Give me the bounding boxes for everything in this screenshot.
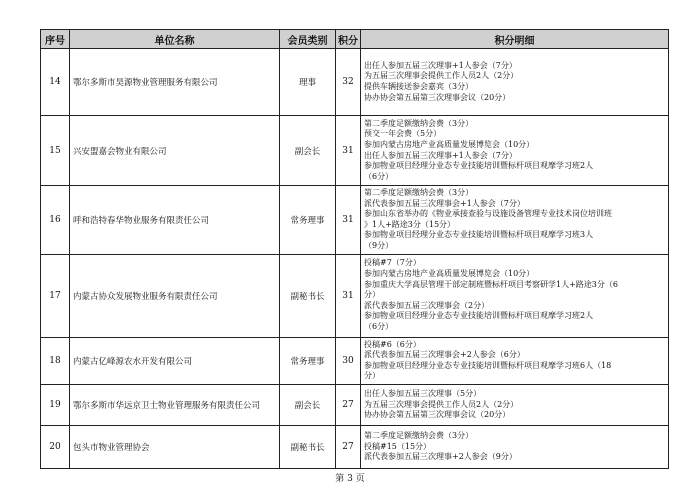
detail-line: 出任人参加五届三次理事+1人参会（7分） xyxy=(364,150,517,160)
member-type: 常务理事 xyxy=(280,337,336,384)
detail-line: 参加物业项目经理分业态专业技能培训暨标杆项目观摩学习班2人 xyxy=(364,161,594,171)
detail-line: 参加重庆大学高层管理干部定制班暨标杆项目考察研学1人+路途3分（6 xyxy=(364,279,618,289)
points-value: 30 xyxy=(336,337,361,384)
detail-line: 投稿#7（7分） xyxy=(364,258,421,268)
detail-line: 第二季度足额缴纳会费（3分） xyxy=(364,118,474,128)
row-number: 17 xyxy=(41,254,70,337)
points-value: 31 xyxy=(336,116,361,186)
member-type: 常务理事 xyxy=(280,186,336,255)
detail-line: 协办协会第五届第三次理事会议（20分） xyxy=(364,92,511,102)
header-row xyxy=(41,30,669,49)
detail-line: 派代表参加五届三次理事+2人参会（9分） xyxy=(364,452,517,462)
unit-name: 兴安盟嘉会物业有限公司 xyxy=(70,116,280,186)
detail-line: 参加物业项目经理分业态专业技能培训暨标杆项目观摩学习班6人（18 xyxy=(364,360,612,370)
points-details xyxy=(361,186,669,255)
table-row xyxy=(41,337,669,384)
unit-name: 鄂尔多斯市华远京卫士物业管理服务有限责任公司 xyxy=(70,384,280,425)
points-details xyxy=(361,337,669,384)
points-details xyxy=(361,425,669,468)
detail-line: 派代表参加五届三次理事会+2人参会（6分） xyxy=(364,350,525,360)
points-details xyxy=(361,49,669,116)
detail-line: （9分） xyxy=(364,240,394,250)
detail-line: 提供车辆接送参会嘉宾（3分） xyxy=(364,82,474,91)
detail-line: 为五届三次理事会提供工作人员2人（2分） xyxy=(364,71,519,81)
detail-line: 派代表参加五届三次理事会+1人参会（7分） xyxy=(364,198,525,208)
row-number: 20 xyxy=(41,425,70,468)
header-no: 序号 xyxy=(41,30,70,49)
points-value: 32 xyxy=(336,49,361,116)
points-details xyxy=(361,116,669,186)
detail-line: 投稿#15（15分） xyxy=(364,441,432,451)
detail-line: 为五届三次理事会提供工作人员2人（2分） xyxy=(364,399,519,409)
detail-line: 分） xyxy=(364,290,380,300)
member-type: 副秘书长 xyxy=(280,425,336,468)
table-row xyxy=(41,186,669,255)
row-number: 18 xyxy=(41,337,70,384)
detail-line: 出任人参加五届三次理事+1人参会（7分） xyxy=(364,60,517,70)
points-value: 31 xyxy=(336,186,361,255)
member-type: 理事 xyxy=(280,49,336,116)
row-number: 16 xyxy=(41,186,70,255)
unit-name: 内蒙古协众发展物业服务有限责任公司 xyxy=(70,254,280,337)
unit-name: 呼和浩特春华物业服务有限责任公司 xyxy=(70,186,280,255)
header-details: 积分明细 xyxy=(361,30,669,49)
unit-name: 内蒙古亿峰源农水开发有限公司 xyxy=(70,337,280,384)
unit-name: 包头市物业管理协会 xyxy=(70,425,280,468)
page-number: 第 3 页 xyxy=(335,474,365,484)
table-row xyxy=(41,49,669,116)
member-type: 副秘书长 xyxy=(280,254,336,337)
detail-line: （6分） xyxy=(364,322,394,332)
table-row xyxy=(41,254,669,337)
detail-line: 投稿#6（6分） xyxy=(364,339,421,349)
points-details xyxy=(361,384,669,425)
table-body xyxy=(41,49,669,469)
detail-line: 参加内蒙古房地产业高质量发展博览会（10分） xyxy=(364,269,535,279)
detail-line: 》1人+路途3分（15分） xyxy=(364,219,456,229)
detail-line: 派代表参加五届三次理事会（2分） xyxy=(364,300,490,310)
detail-line: 参加内蒙古房地产业高质量发展博览会（10分） xyxy=(364,139,535,149)
points-table xyxy=(40,29,669,469)
points-value: 27 xyxy=(336,384,361,425)
points-details xyxy=(361,254,669,337)
detail-line: 参加物业项目经理分业态专业技能培训暨标杆项目观摩学习班2人 xyxy=(364,311,594,321)
table-row xyxy=(41,384,669,425)
row-number: 15 xyxy=(41,116,70,186)
detail-line: （6分） xyxy=(364,171,394,181)
detail-line: 协办协会第五届第三次理事会议（20分） xyxy=(364,410,511,420)
row-number: 14 xyxy=(41,49,70,116)
detail-line: 第二季度足额缴纳会费（3分） xyxy=(364,188,474,197)
detail-line: 第二季度足额缴纳会费（3分） xyxy=(364,431,474,441)
detail-line: 出任人参加五届三次理事（5分） xyxy=(364,389,482,399)
table-row xyxy=(41,116,669,186)
points-value: 27 xyxy=(336,425,361,468)
header-type: 会员类别 xyxy=(280,30,336,49)
member-type: 副会长 xyxy=(280,116,336,186)
header-name: 单位名称 xyxy=(70,30,280,49)
row-number: 19 xyxy=(41,384,70,425)
points-value: 31 xyxy=(336,254,361,337)
detail-line: 分） xyxy=(364,371,380,381)
detail-line: 参加物业项目经理分业态专业技能培训暨标杆项目观摩学习班3人 xyxy=(364,230,594,240)
member-type: 副会长 xyxy=(280,384,336,425)
unit-name: 鄂尔多斯市昊源物业管理服务有限公司 xyxy=(70,49,280,116)
header-points: 积分 xyxy=(336,30,361,49)
detail-line: 参加山东省举办的《物业承接查验与设施设备管理专业技术岗位培训班 xyxy=(364,209,612,219)
detail-line: 预交一年会费（5分） xyxy=(364,129,442,139)
table-row xyxy=(41,425,669,468)
